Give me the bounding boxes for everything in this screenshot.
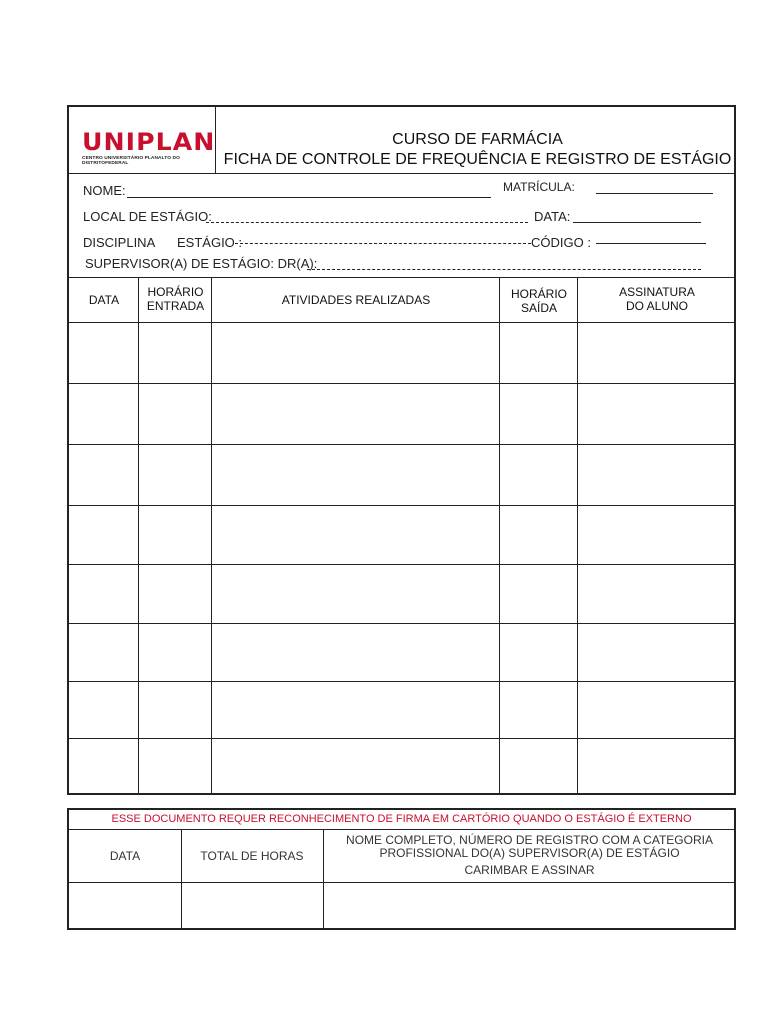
data-field[interactable] (573, 222, 701, 223)
logo-text: UNIPLAN (82, 128, 216, 156)
nome-label: NOME: (83, 183, 126, 198)
codigo-field[interactable] (596, 243, 706, 244)
local-field[interactable] (206, 222, 528, 223)
table-row[interactable] (69, 565, 734, 623)
nome-field[interactable] (127, 197, 491, 198)
table-row[interactable] (69, 323, 734, 383)
uniplan-logo (82, 129, 214, 166)
table-row[interactable] (69, 682, 734, 738)
form-title: FICHA DE CONTROLE DE FREQUÊNCIA E REGISTRO DE ESTÁGIO (223, 151, 732, 168)
col-horario-saida: HORÁRIO SAÍDA (510, 287, 567, 315)
footer-data-label: DATA (109, 849, 141, 863)
estagio-label: ESTÁGIO : (177, 235, 243, 250)
footer-signature-field[interactable] (324, 883, 736, 930)
form-frame (67, 105, 736, 795)
table-row[interactable] (69, 739, 734, 795)
footer-data-field[interactable] (69, 883, 181, 930)
table-row[interactable] (69, 506, 734, 564)
supervisor-label: SUPERVISOR(A) DE ESTÁGIO: DR(A): (85, 256, 318, 271)
footer-supervisor-label: NOME COMPLETO, NÚMERO DE REGISTRO COM A CATEGORIA PROFISSIONAL DO(A) SUPERVISOR(A) DE ESTÁGIO CARIMBAR E ASSINAR (346, 833, 713, 877)
matricula-field[interactable] (596, 193, 713, 194)
warning-text: ESSE DOCUMENTO REQUER RECONHECIMENTO DE FIRMA EM CARTÓRIO QUANDO O ESTÁGIO É EXTERNO (111, 813, 692, 825)
codigo-label: CÓDIGO : (531, 235, 591, 250)
col-atividades: ATIVIDADES REALIZADAS (281, 293, 431, 307)
matricula-label: MATRÍCULA: (503, 180, 575, 194)
col-horario-entrada: HORÁRIO ENTRADA (146, 285, 205, 313)
logo-subtitle: CENTRO UNIVERSITÁRIO PLANALTO DO DISTRITOFEDERAL (82, 156, 180, 166)
estagio-field[interactable] (235, 243, 531, 244)
col-assinatura: ASSINATURA DO ALUNO (619, 285, 695, 313)
table-row[interactable] (69, 624, 734, 681)
data-label: DATA: (534, 209, 571, 224)
local-label: LOCAL DE ESTÁGIO: (83, 209, 212, 224)
table-row[interactable] (69, 445, 734, 505)
signature-box (67, 808, 736, 930)
footer-total-horas-field[interactable] (182, 883, 323, 930)
footer-total-horas-label: TOTAL DE HORAS (200, 849, 304, 863)
disciplina-label: DISCIPLINA (83, 235, 156, 250)
table-row[interactable] (69, 384, 734, 444)
course-title: CURSO DE FARMÁCIA (392, 131, 563, 148)
supervisor-field[interactable] (307, 269, 701, 270)
col-data: DATA (88, 293, 120, 307)
